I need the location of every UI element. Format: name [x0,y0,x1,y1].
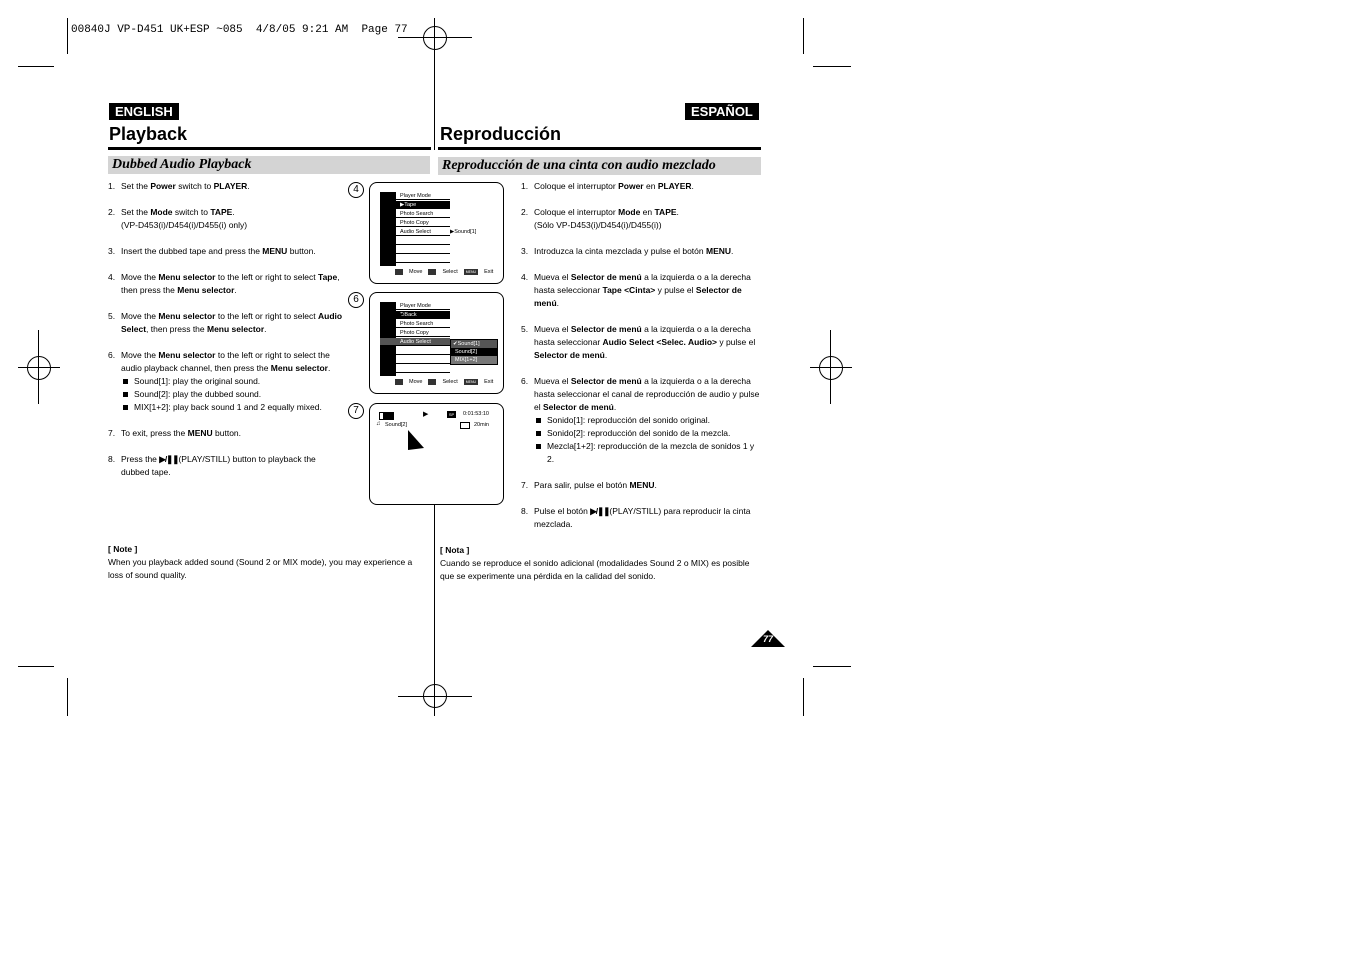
step-text: Coloque el interruptor Mode en TAPE. (Sólo VP-D453(i)/D454(i)/D455(i)) [534,207,679,230]
menu-item-tape: ▶Tape [380,201,450,209]
spanish-note-title: [ Nota ] [440,545,470,555]
bullet-item: Sound[1]: play the original sound. [121,375,344,388]
step-bullets [534,414,761,466]
crop-mark [18,66,54,67]
footer-select: Select [442,269,458,275]
spanish-title-rule [438,147,761,150]
menu-item-empty [380,246,450,254]
menu-item-audio-select: Audio Select [380,338,450,346]
step-number: 4. [521,272,529,282]
menu-item-audio-select: Audio Select [380,228,450,236]
step-text: Pulse el botón ▶/❚❚(PLAY/STILL) para reproducir la cinta mezclada. [534,506,751,529]
page-number: 77 [762,634,773,644]
menu-item-player-mode: Player Mode [380,192,450,200]
step-number: 5. [108,311,116,321]
menu-button-icon: MENU [465,380,477,384]
spanish-title: Reproducción [440,124,562,144]
menu-footer [395,379,493,385]
menu-item-player-mode: Player Mode [380,302,450,310]
english-step-2 [108,206,344,232]
step-number: 3. [521,246,529,256]
audio-options-popup [450,339,498,365]
english-step-7 [108,427,344,440]
spanish-step-6 [521,375,761,466]
center-divider [434,538,435,618]
battery-icon [379,412,394,420]
step-text: Move the Menu selector to the left or right to select the audio playback channel, then press the Menu selector. Sound[1]: play the original sound. Sound[2]: play the dubbed sound. MIX[1+2]: play back sound 1 and 2 equally mixed. [121,349,344,414]
sound-channel-label: Sound[2] [385,422,408,428]
english-note [108,543,426,582]
pointer-arrow-icon [406,430,426,454]
menu-item-back: ⮌Back [380,311,450,319]
step-text: Move the Menu selector to the left or right to select Audio Select, then press the Menu selector. [121,311,343,334]
step-number: 2. [108,207,116,217]
registration-mark [27,356,51,380]
bullet-item: Mezcla[1+2]: reproducción de la mezcla de sonidos 1 y 2. [534,440,761,466]
spanish-step-7 [521,479,761,492]
option-sound-1: ✔Sound[1] [451,340,497,348]
menu-item-photo-copy: Photo Copy [380,219,450,227]
english-subtitle: Dubbed Audio Playback [108,156,430,174]
footer-exit: Exit [484,269,494,275]
footer-exit: Exit [484,379,494,385]
step-text: Coloque el interruptor Power en PLAYER. [534,181,694,191]
bullet-item: Sonido[1]: reproducción del sonido original. [534,414,761,427]
spanish-step-4 [521,271,761,310]
step-text: Mueva el Selector de menú a la izquierda o a la derecha hasta seleccionar Audio Select <Selec. Audio> y pulse el Selector de menú. [534,324,756,360]
menu-item-empty [380,356,450,364]
spanish-steps [521,180,761,544]
crop-mark [810,367,852,368]
step-number: 7. [108,428,116,438]
menu-button-icon: MENU [465,270,477,274]
crop-mark [398,696,472,697]
step-text: Move the Menu selector to the left or right to select Tape, then press the Menu selector. [121,272,340,295]
sp-mode-badge: SP [448,412,455,417]
screen-step-6 [369,292,504,394]
menu-item-photo-search: Photo Search [380,210,450,218]
step-text: Mueva el Selector de menú a la izquierda o a la derecha hasta seleccionar el canal de reproducción de audio y pulse el Selector de menú. Sonido[1]: reproducción del sonido original. Sonido[2]: reproducción del sonido de la mezcla. Mezcla[1+2]: reproducción de la mezcla de sonidos 1 y 2. [534,376,760,464]
step-text: Mueva el Selector de menú a la izquierda o a la derecha hasta seleccionar Tape <Cinta> y pulse el Selector de menú. [534,272,751,308]
spanish-step-2 [521,206,761,232]
screen-step-4 [369,182,504,284]
crop-mark [803,18,804,54]
menu-item-empty [380,255,450,263]
menu-item-empty [380,237,450,245]
step-number: 8. [108,454,116,464]
english-step-5 [108,310,344,336]
crop-mark [18,367,60,368]
footer-move: Move [409,269,423,275]
spanish-subtitle: Reproducción de una cinta con audio mezclado [438,157,761,175]
step-number: 7. [521,480,529,490]
footer-move: Move [409,379,423,385]
tape-icon [460,422,470,429]
english-note-text: When you playback added sound (Sound 2 or MIX mode), you may experience a loss of sound quality. [108,557,413,580]
music-note-icon: ♫ [376,421,381,427]
menu-footer [395,269,493,275]
crop-mark [18,666,54,667]
registration-mark [423,26,447,50]
english-title: Playback [109,124,188,144]
step-number: 3. [108,246,116,256]
english-steps [108,180,344,492]
menu-item-empty [380,347,450,355]
english-badge: ENGLISH [109,103,179,120]
step-text: Para salir, pulse el botón MENU. [534,480,657,490]
step-number: 5. [521,324,529,334]
step-number: 6. [108,350,116,360]
crop-mark [803,678,804,716]
spanish-step-3 [521,245,761,258]
step-text: Introduzca la cinta mezclada y pulse el botón MENU. [534,246,734,256]
bullet-item: MIX[1+2]: play back sound 1 and 2 equally mixed. [121,401,344,414]
footer-select: Select [442,379,458,385]
step-text: Press the ▶/❚❚(PLAY/STILL) button to playback the dubbed tape. [121,454,316,477]
english-title-rule [108,147,431,150]
bullet-item: Sonido[2]: reproducción del sonido de la mezcla. [534,427,761,440]
step-6-number: 6 [348,292,364,308]
english-step-4 [108,271,344,297]
print-header: 00840J VP-D451 UK+ESP ~085 4/8/05 9:21 AM Page 77 [71,24,408,36]
step-text: Set the Mode switch to TAPE. (VP-D453(i)/D454(i)/D455(i) only) [121,207,248,230]
english-note-title: [ Note ] [108,544,138,554]
step-4-number: 4 [348,182,364,198]
crop-mark [67,18,68,54]
spanish-badge: ESPAÑOL [685,103,759,120]
option-sound-2: Sound[2] [451,348,497,356]
step-text: To exit, press the MENU button. [121,428,242,438]
play-indicator-icon: ▶ [423,411,429,418]
spanish-step-5 [521,323,761,362]
step-7-number: 7 [348,403,364,419]
center-divider [434,18,435,150]
step-number: 6. [521,376,529,386]
step-number: 1. [108,181,116,191]
timecode: 0:01:53:10 [463,411,489,417]
screen-step-7 [369,403,504,505]
crop-mark [813,66,851,67]
english-step-1 [108,180,344,193]
bullet-item: Sound[2]: play the dubbed sound. [121,388,344,401]
move-icon [395,269,403,275]
move-icon [395,379,403,385]
crop-mark [398,37,472,38]
step-text: Insert the dubbed tape and press the MENU button. [121,246,316,256]
menu-item-photo-copy: Photo Copy [380,329,450,337]
menu-item-empty [380,365,450,373]
step-number: 4. [108,272,116,282]
step-number: 8. [521,506,529,516]
menu-item-photo-search: Photo Search [380,320,450,328]
english-step-6 [108,349,344,414]
step-bullets [121,375,344,414]
crop-mark [813,666,851,667]
english-step-8 [108,453,344,479]
step-text: Set the Power switch to PLAYER. [121,181,250,191]
step-number: 1. [521,181,529,191]
registration-mark [819,356,843,380]
spanish-step-1 [521,180,761,193]
spanish-note-text: Cuando se reproduce el sonido adicional (modalidades Sound 2 o MIX) es posible que se experimente una pérdida en la calidad del sonido. [440,558,750,581]
remaining-time: 20min [474,422,489,428]
step-number: 2. [521,207,529,217]
spanish-note [440,544,750,583]
select-icon [428,269,436,275]
spanish-step-8 [521,505,761,531]
select-icon [428,379,436,385]
audio-select-value: ▶Sound[1] [450,229,477,235]
option-mix: MIX[1+2] [451,356,497,364]
page-number-badge [751,630,785,647]
english-step-3 [108,245,344,258]
crop-mark [67,678,68,716]
